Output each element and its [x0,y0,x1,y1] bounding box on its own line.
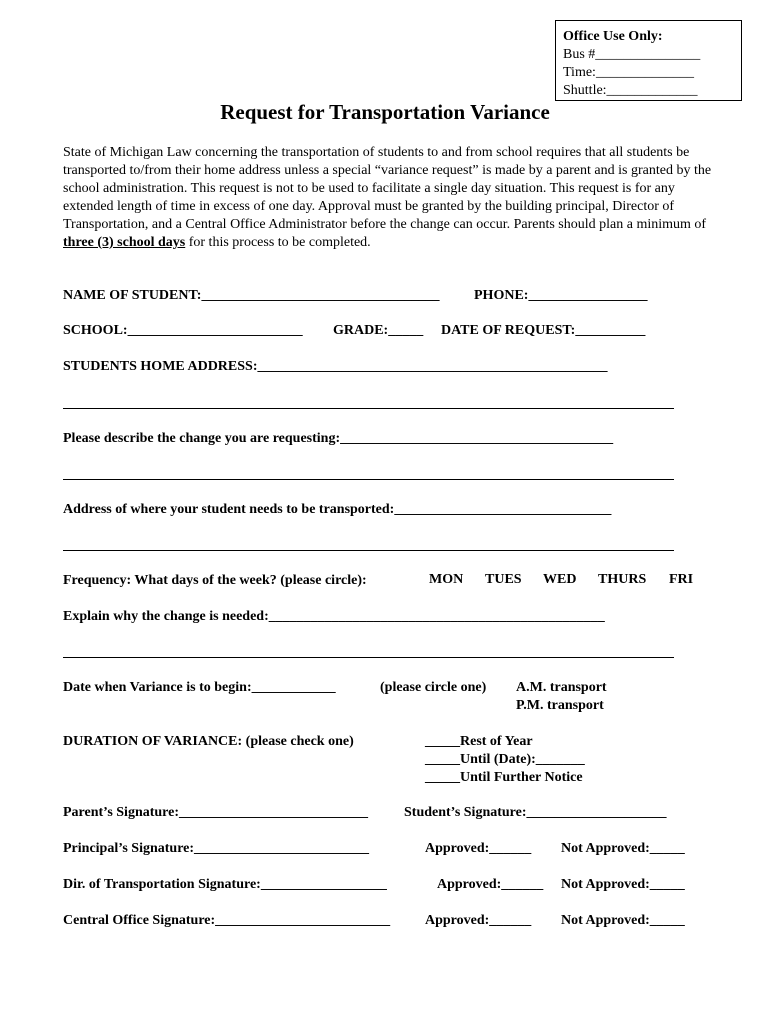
transport-director-signature-field[interactable]: Dir. of Transportation Signature:__________________ [63,877,387,892]
pm-transport-option[interactable]: P.M. transport [516,698,604,713]
principal-approved-field[interactable]: Approved:______ [425,841,532,856]
parent-signature-field[interactable]: Parent’s Signature:___________________________ [63,805,369,820]
describe-change-continuation-line[interactable] [63,479,674,480]
school-field[interactable]: SCHOOL:_________________________ [63,323,303,338]
explain-change-field[interactable]: Explain why the change is needed:________________________________________________ [63,609,605,624]
central-not-approved-field[interactable]: Not Approved:_____ [561,913,685,928]
transport-approved-field[interactable]: Approved:______ [437,877,544,892]
transport-address-field[interactable]: Address of where your student needs to be transported:_______________________________ [63,502,612,517]
principal-signature-field[interactable]: Principal’s Signature:_________________________ [63,841,370,856]
student-name-field[interactable]: NAME OF STUDENT:__________________________________ [63,288,440,303]
central-office-signature-field[interactable]: Central Office Signature:_________________________ [63,913,391,928]
circle-one-label: (please circle one) [380,680,487,695]
central-approved-field[interactable]: Approved:______ [425,913,532,928]
transport-not-approved-field[interactable]: Not Approved:_____ [561,877,685,892]
intro-text-after: for this process to be completed. [185,235,371,250]
office-use-title: Office Use Only: [563,29,663,44]
frequency-label: Frequency: What days of the week? (please circle): [63,573,367,588]
transport-address-continuation-line[interactable] [63,550,674,551]
am-transport-option[interactable]: A.M. transport [516,680,607,695]
office-use-time: Time:______________ [563,65,694,80]
intro-emphasis: three (3) school days [63,235,186,250]
describe-change-field[interactable]: Please describe the change you are requesting:_______________________________________ [63,431,614,446]
date-begin-field[interactable]: Date when Variance is to begin:____________ [63,680,336,695]
day-tues[interactable]: TUES [485,572,522,587]
form-title: Request for Transportation Variance [220,100,550,124]
day-fri[interactable]: FRI [669,572,694,587]
intro-text-before: State of Michigan Law concerning the transportation of students to and from school requires that all students be transported to/from their home address unless a special “variance request” is made by a parent and is granted by the school administration. This request is not to be used to facilitate a single day situation. This request is for any extended length of time in excess of one day. Approval must be granted by the building principal, Director of Transportation, and a Central Office Administrator before the change can occur. Parents should plan a minimum of [63,145,712,232]
home-address-continuation-line[interactable] [63,408,674,409]
grade-field[interactable]: GRADE:_____ [333,323,424,338]
duration-until-date-option[interactable]: _____Until (Date):_______ [425,752,585,767]
home-address-field[interactable]: STUDENTS HOME ADDRESS:__________________________________________________ [63,359,608,374]
office-use-shuttle: Shuttle:_____________ [563,83,698,98]
office-use-box [555,20,742,101]
office-use-bus: Bus #_______________ [563,47,701,62]
day-mon[interactable]: MON [429,572,464,587]
phone-field[interactable]: PHONE:_________________ [474,288,648,303]
principal-not-approved-field[interactable]: Not Approved:_____ [561,841,685,856]
duration-label: DURATION OF VARIANCE: (please check one) [63,734,354,749]
student-signature-field[interactable]: Student’s Signature:____________________ [404,805,667,820]
explain-change-continuation-line[interactable] [63,657,674,658]
date-of-request-field[interactable]: DATE OF REQUEST:__________ [441,323,646,338]
duration-rest-of-year-option[interactable]: _____Rest of Year [425,734,533,749]
day-thurs[interactable]: THURS [598,572,647,587]
intro-paragraph [63,144,713,252]
day-wed[interactable]: WED [543,572,577,587]
duration-until-notice-option[interactable]: _____Until Further Notice [425,770,583,785]
